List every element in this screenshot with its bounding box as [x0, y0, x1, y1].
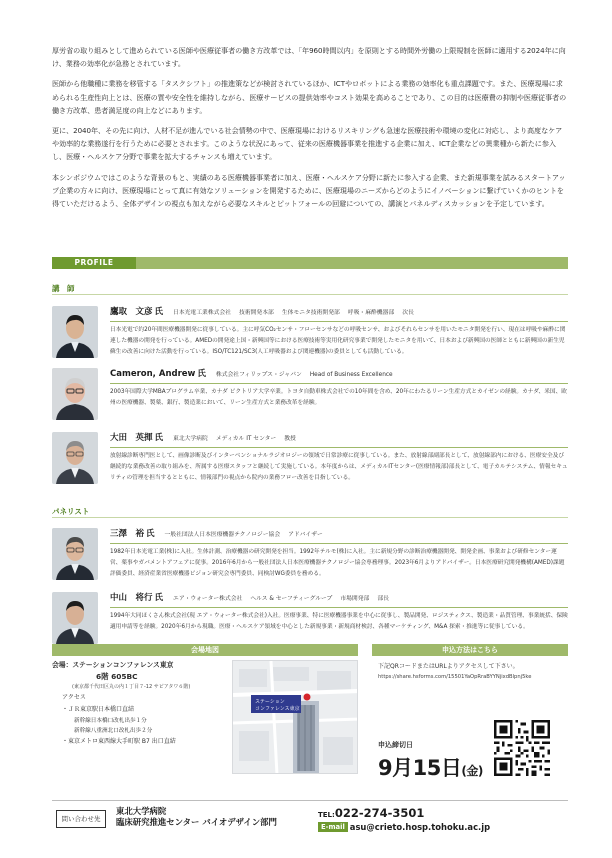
affiliation: 呼吸・麻酔機器部	[347, 310, 395, 316]
apply-info	[378, 662, 568, 682]
divider	[110, 383, 568, 384]
honorific: 氏	[154, 593, 164, 603]
affiliation: 次長	[402, 310, 414, 316]
divider	[110, 447, 568, 448]
affiliation: 生体モニタ技術開発部	[281, 310, 340, 316]
apply-header	[372, 644, 568, 656]
access-label: アクセス	[62, 693, 86, 701]
deadline-date-text: 9月15日	[378, 756, 462, 780]
affiliation: 市場開発部	[340, 596, 370, 602]
apply-text: 下記QRコードまたはURLよりアクセスして下さい。	[378, 663, 519, 670]
intro-paragraph-2: 医師から他職種に業務を移管する「タスクシフト」の推進策などが検討されているほか、ICTやロボットによる業務の効率化も重点課題です。また、医療現場に求められる生産性向上とは、医療の質や安全性を維持しながら、医療サービスの提供効率やコスト効果を高めることであり、この目的は医療費の抑制や医療従事者の働き方改革、患者満足度の向上などにあります。	[52, 79, 567, 115]
venue-name: ステーションコンファレンス東京	[72, 661, 174, 669]
profile-band	[52, 257, 568, 269]
panelists-rule	[52, 517, 568, 518]
profile-tab: PROFILE	[52, 257, 136, 269]
email-address[interactable]: asu@crieto.hosp.tohoku.ac.jp	[349, 822, 491, 832]
portrait-photo	[52, 592, 98, 644]
venue-info	[52, 660, 222, 747]
telephone	[318, 806, 424, 820]
footer-rule	[52, 800, 568, 801]
divider	[110, 321, 568, 322]
affiliation: エア・ウォーター株式会社	[173, 596, 243, 602]
deadline-date	[378, 752, 483, 782]
person-bio: 日本光電で約20年間医療機器開発に従事している。主に呼気CO₂センサ・フローセンサなどの呼吸センサ、およびそれらセンサを用いたモニタ開発を行い、現在は呼吸や麻酔に関連した機器の開発を行っている。AMEDの開発途上国・新興国等における医療技術等実用化研究事業で開発したモニタを用いて、日本および新興国の医師とともに新興国の新生児蘇生の改善に向けた活動を行っている。ISO/TC121/SC3(人工呼吸器および関連機器)の委員としても活動している。	[110, 327, 566, 355]
person-name: 三澤 裕	[110, 529, 145, 539]
affiliation: 教授	[284, 436, 296, 442]
venue-map	[232, 660, 358, 774]
person-name: 鷹取 文彦	[110, 307, 153, 317]
affiliation: 株式会社フィリップス・ジャパン	[215, 372, 302, 378]
affiliation: 東北大学病院	[173, 436, 208, 442]
access-item: ・東京メトロ東西線大手町駅 B7 出口直結	[62, 737, 176, 745]
person-name: 大田 英揮	[110, 433, 153, 443]
access-item: 新幹線八重洲北口改札出歩２分	[74, 728, 153, 734]
lecturers-rule	[52, 294, 568, 295]
info-band	[52, 644, 568, 656]
honorific: 氏	[197, 369, 206, 379]
affiliation: ヘルス & セーフティーグループ	[250, 596, 333, 602]
deadline-day: (金)	[461, 764, 483, 778]
affiliation: アドバイザー	[288, 532, 323, 538]
venue-address: (東京都千代田区丸の内１丁目７-12 サピアタワ６階)	[72, 684, 191, 690]
email	[318, 822, 490, 832]
access-item: 新幹線日本橋口改札出歩１分	[74, 717, 147, 724]
portrait-photo	[52, 306, 98, 358]
venue-label: 会場：	[52, 661, 73, 669]
map-venue-label: コンファレンス東京	[255, 706, 300, 712]
apply-url[interactable]: https://share.hsforms.com/15501YaOpRraBYYNjixdBlpnj5ke	[378, 674, 532, 680]
tel-prefix: TEL:	[318, 811, 335, 819]
intro-text	[52, 44, 568, 217]
person-bio: 1994年大同ほくさん株式会社(現 エア・ウォーター株式会社)入社。医療事業、特に医療機器事業を中心に従事し、製品開発、ロジスティクス、製造業・品質管理、事業統括、保険適用申請等を経験。2020年6月から現職。医療・ヘルスケア領域を中心とした新規事業・新規商材検討、各種マーケティング、M&A 探索・推進等に従事している。	[110, 613, 568, 630]
affiliation: 日本光電工業株式会社	[173, 310, 232, 316]
org-line-2: 臨床研究推進センター バイオデザイン部門	[116, 817, 277, 827]
venue-header	[52, 644, 358, 656]
portrait-photo	[52, 432, 98, 484]
honorific: 氏	[154, 307, 164, 317]
access-item: ・ＪＲ東京駅日本橋口直結	[62, 706, 135, 713]
intro-paragraph-4: 本シンポジウムではこのような背景のもと、実績のある医療機器事業者に加え、医療・ヘルスケア分野に新たに参入する企業、また新規事業を試みるスタートアップ企業の方々に向け、医療現場にとって真に有効なソリューションを開発するために、医療現場のニーズからどのようにイノベーションに繋げていくかのヒントを得ていただけるよう、全体デザインの視点も加えながら必要なスキルとピットフォールの回避についての、講演とパネルディスカッションを予定しています。	[52, 172, 566, 209]
intro-paragraph-3: 更に、2040年、その先に向け、人材不足が進んでいる社会情勢の中で、医療現場におけるリスキリングも急速な医療技術や環境の変化に対応し、より高度なケアや効率的な業務遂行を行うために必要とされます。このような状況にあって、従来の医療機器事業を推進する企業に加え、ICT企業などの異業種から新たに参入し、医療・ヘルスケア分野で事業を拡大するチャンスも増えています。	[52, 126, 563, 162]
tel-number[interactable]: 022-274-3501	[334, 806, 425, 820]
portrait-photo	[52, 368, 98, 420]
divider	[110, 607, 568, 608]
person-bio: 1982年日本光電工業(株)に入社。生体計測、治療機器の研究開発を担当。1992年テルモ(株)に入社。主に新規分野の診断治療機器開発、開発企画、事業および研修センター運営、薬事やガバメントアフェアに従事。2016年6月から一般社団法人日本医療機器テクノロジー協会専務理事。2023年6月よりアドバイザー。日本医療研究開発機構(AMED)課題評価委員、経済産業省医療機器ビジョン研究会専門委員、同検討WG委員を務める。	[110, 549, 565, 577]
person-bio: 2003年国際大学MBAプログラム卒業、カナダ ビクトリア大学卒業。トヨタ自動車株式会社での10年間を含め、20年にわたるリーン生産方式とカイゼンの経験。カナダ、米国、欧州の医療機器、製薬、銀行、製造業において、リーン生産方式と業務改革を経験。	[110, 389, 567, 406]
apply-header-label: 申込方法はこちら	[442, 646, 498, 654]
divider	[110, 543, 568, 544]
person-name: Cameron, Andrew	[110, 369, 196, 379]
venue-room: 6階 605BC	[96, 671, 138, 681]
affiliation: Head of Business Excellence	[309, 372, 393, 378]
map-venue-label: ステーション	[255, 699, 285, 705]
affiliation: 技術開発本部	[239, 310, 274, 316]
portrait-photo	[52, 528, 98, 580]
person-bio: 放射線診断専門医として、画像診断及びインターベンショナルラジオロジーの領域で日常診療に従事している。また、放射線部副部長として、放射線部内における、医療安全及び継続的な業務改善の取り組みを、所属する医療スタッフと継続して実施している。本年度からは、メディカルITセンター(医療情報部)部長として、電子カルテシステム、情報セキュリティの管理を担当するとともに、情報部門の視点から院内の業務フロー改善を目指している。	[110, 453, 568, 481]
honorific: 氏	[154, 433, 164, 443]
affiliation: メディカル IT センター	[215, 436, 277, 442]
person-name: 中山 将行	[110, 593, 153, 603]
email-tag: E-mail	[318, 822, 348, 832]
venue-header-label: 会場地図	[191, 646, 219, 654]
honorific: 氏	[146, 529, 155, 539]
lecturers-heading: 講 師	[52, 284, 75, 293]
panelists-heading: パネリスト	[52, 507, 90, 516]
org-line-1: 東北大学病院	[116, 806, 167, 816]
contact-label: 問い合わせ先	[56, 810, 106, 828]
deadline-label: 申込締切日	[378, 741, 413, 749]
affiliation: 一般社団法人日本医療機器テクノロジー協会	[164, 532, 281, 538]
intro-paragraph-1: 厚労省の取り組みとして進められている医師や医療従事者の働き方改革では、「年960時間以内」を原則とする時間外労働の上限規制を医師に適用する2024年に向け、業務の効率化が急務とされています。	[52, 46, 566, 69]
organization	[116, 806, 277, 828]
qr-code-icon[interactable]	[494, 720, 550, 776]
affiliation: 部長	[377, 596, 389, 602]
